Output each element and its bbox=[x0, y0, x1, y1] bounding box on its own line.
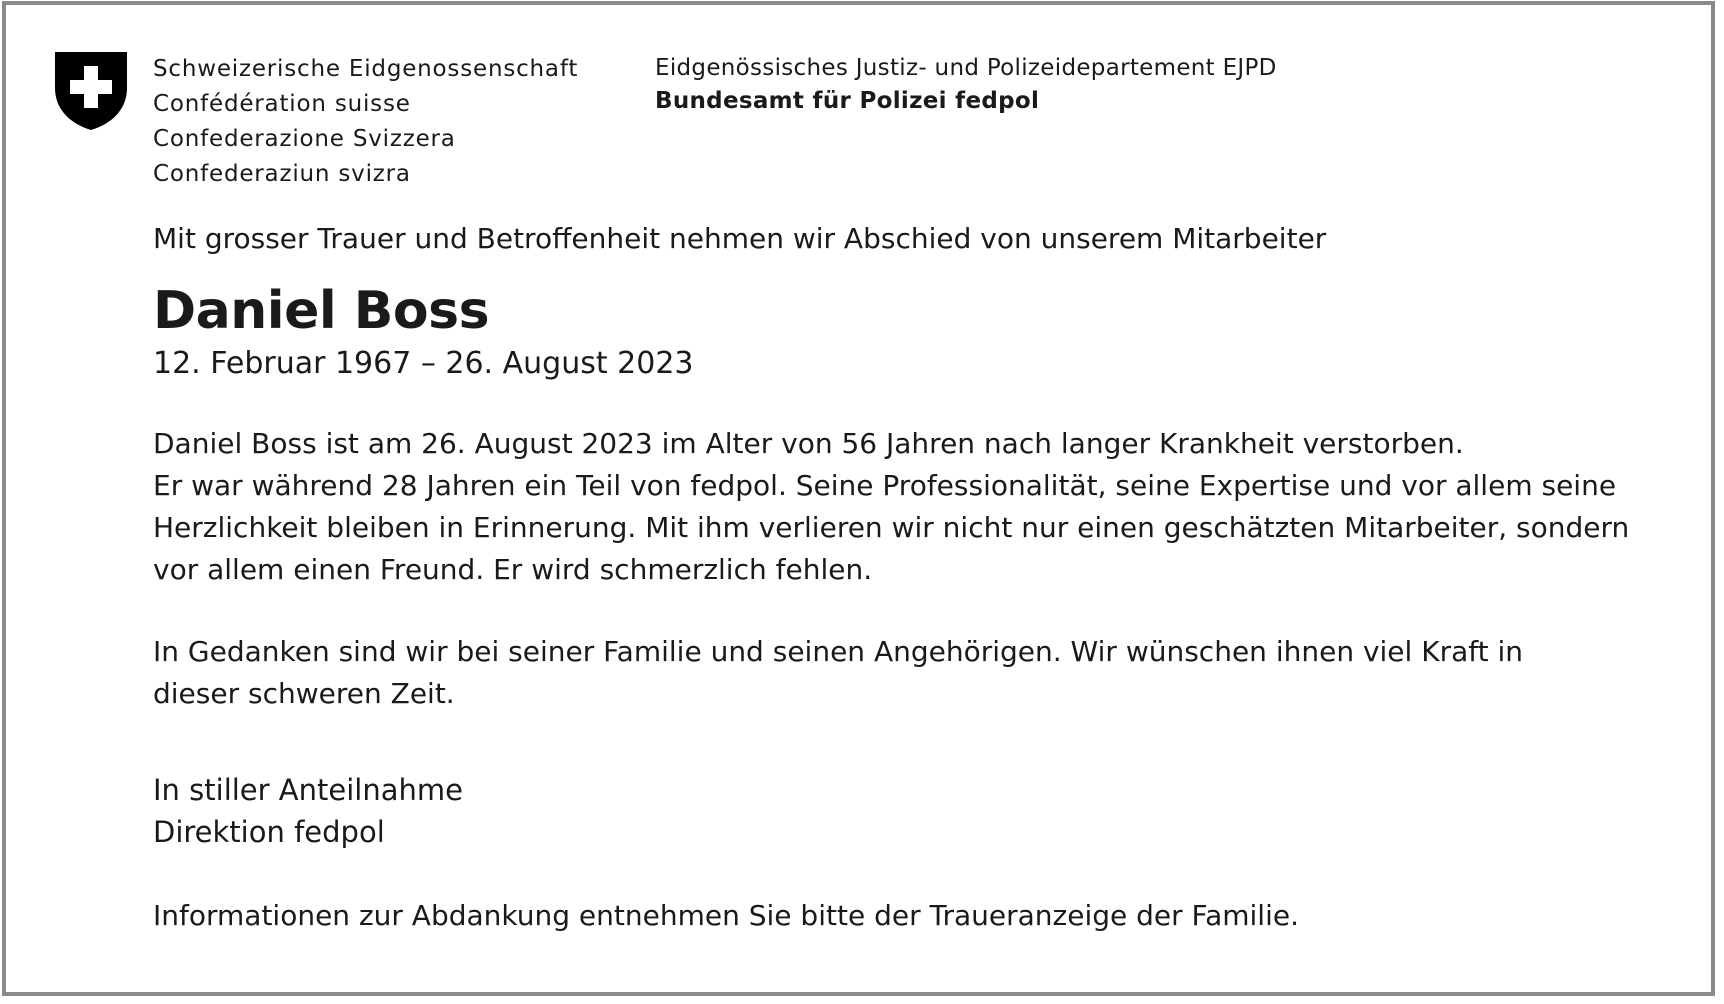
deceased-name: Daniel Boss bbox=[153, 281, 490, 341]
intro-text: Mit grosser Trauer und Betroffenheit nehmen wir Abschied von unserem Mitarbeiter bbox=[153, 222, 1327, 255]
paragraph-tribute bbox=[153, 423, 1673, 591]
paragraph-line: vor allem einen Freund. Er wird schmerzlich fehlen. bbox=[153, 553, 873, 586]
closing-signature bbox=[153, 769, 1673, 853]
paragraph-line: dieser schweren Zeit. bbox=[153, 677, 455, 710]
department-block bbox=[655, 52, 1277, 118]
office-name: Bundesamt für Polizei fedpol bbox=[655, 88, 1040, 114]
funeral-info-text: Informationen zur Abdankung entnehmen Sie bitte der Traueranzeige der Familie. bbox=[153, 899, 1299, 932]
paragraph-condolence bbox=[153, 631, 1673, 715]
obituary-notice-frame bbox=[2, 1, 1715, 996]
paragraph-line: Herzlichkeit bleiben in Erinnerung. Mit ihm verlieren wir nicht nur einen geschätzten Mitarbeiter, sondern bbox=[153, 511, 1630, 544]
life-dates: 12. Februar 1967 – 26. August 2023 bbox=[153, 346, 694, 381]
closing-phrase: In stiller Anteilnahme bbox=[153, 773, 463, 807]
signatory: Direktion fedpol bbox=[153, 815, 385, 849]
swiss-coat-of-arms-icon bbox=[53, 50, 129, 132]
federation-name-fr: Confédération suisse bbox=[153, 91, 411, 117]
department-name: Eidgenössisches Justiz- und Polizeidepartement EJPD bbox=[655, 55, 1277, 81]
paragraph-line: In Gedanken sind wir bei seiner Familie und seinen Angehörigen. Wir wünschen ihnen viel Kraft in bbox=[153, 635, 1524, 668]
federation-name-it: Confederazione Svizzera bbox=[153, 126, 456, 152]
federation-name-block bbox=[153, 52, 578, 192]
federation-name-rm: Confederaziun svizra bbox=[153, 161, 411, 187]
federation-name-de: Schweizerische Eidgenossenschaft bbox=[153, 56, 579, 82]
notice-body bbox=[153, 219, 1673, 937]
paragraph-line: Er war während 28 Jahren ein Teil von fedpol. Seine Professionalität, seine Expertise und vor allem seine bbox=[153, 469, 1617, 502]
paragraph-line: Daniel Boss ist am 26. August 2023 im Alter von 56 Jahren nach langer Krankheit verstorben. bbox=[153, 427, 1464, 460]
